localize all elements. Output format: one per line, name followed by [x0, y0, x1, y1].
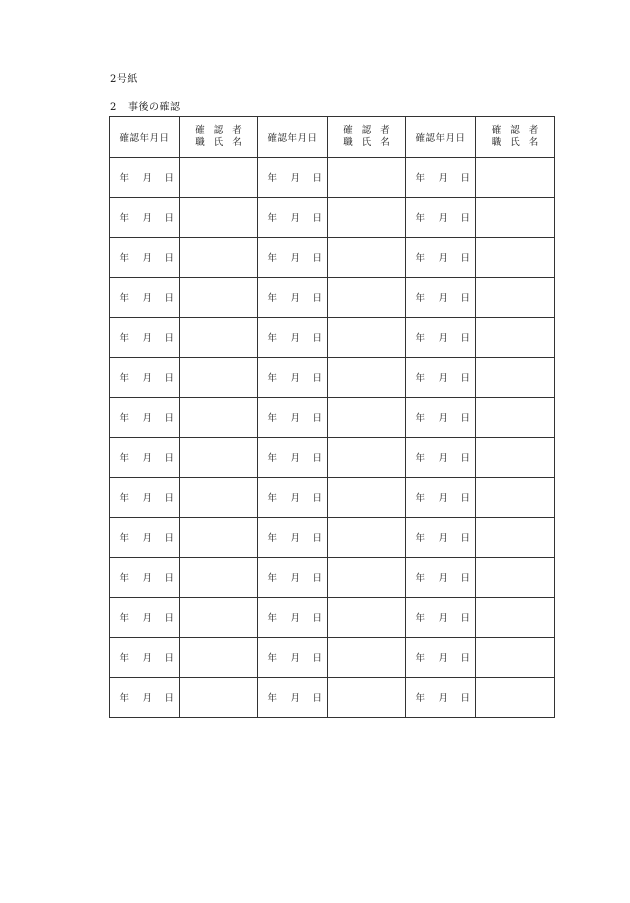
month-label: 月	[290, 493, 301, 504]
confirmer-name-cell[interactable]	[476, 638, 555, 678]
date-placeholder	[414, 490, 471, 504]
confirmer-name-cell[interactable]	[476, 358, 555, 398]
day-label: 日	[460, 573, 471, 584]
day-label: 日	[164, 293, 175, 304]
date-cell[interactable]	[110, 278, 180, 318]
table-row	[110, 158, 555, 198]
header-name-1: 確認者 職氏名	[180, 117, 258, 158]
year-label: 年	[119, 253, 130, 264]
date-cell[interactable]	[110, 638, 180, 678]
month-label: 月	[142, 453, 153, 464]
date-cell[interactable]	[110, 678, 180, 718]
day-label: 日	[460, 373, 471, 384]
confirmer-name-cell[interactable]	[180, 158, 258, 198]
confirmer-name-cell[interactable]	[476, 558, 555, 598]
month-label: 月	[142, 173, 153, 184]
date-placeholder	[266, 410, 323, 424]
date-cell[interactable]	[110, 438, 180, 478]
year-label: 年	[119, 533, 130, 544]
confirmer-name-cell[interactable]	[476, 278, 555, 318]
year-label: 年	[119, 693, 130, 704]
date-cell[interactable]	[258, 438, 328, 478]
month-label: 月	[142, 333, 153, 344]
date-cell[interactable]	[258, 158, 328, 198]
day-label: 日	[312, 413, 323, 424]
month-label: 月	[438, 653, 449, 664]
month-label: 月	[142, 253, 153, 264]
day-label: 日	[164, 453, 175, 464]
month-label: 月	[142, 373, 153, 384]
date-cell[interactable]	[110, 238, 180, 278]
year-label: 年	[415, 453, 426, 464]
date-placeholder	[414, 170, 471, 184]
date-cell[interactable]	[258, 278, 328, 318]
date-cell[interactable]	[406, 678, 476, 718]
year-label: 年	[267, 173, 278, 184]
month-label: 月	[290, 533, 301, 544]
day-label: 日	[164, 653, 175, 664]
date-placeholder	[266, 330, 323, 344]
year-label: 年	[267, 693, 278, 704]
year-label: 年	[267, 333, 278, 344]
date-placeholder	[266, 570, 323, 584]
confirmer-name-cell[interactable]	[476, 478, 555, 518]
date-cell[interactable]	[406, 318, 476, 358]
month-label: 月	[142, 693, 153, 704]
day-label: 日	[312, 613, 323, 624]
table-header-row	[110, 117, 555, 158]
month-label: 月	[290, 293, 301, 304]
date-placeholder	[118, 250, 175, 264]
year-label: 年	[415, 213, 426, 224]
confirmer-name-cell[interactable]	[476, 238, 555, 278]
date-placeholder	[266, 450, 323, 464]
month-label: 月	[142, 493, 153, 504]
year-label: 年	[415, 373, 426, 384]
date-placeholder	[266, 170, 323, 184]
confirmer-name-cell[interactable]	[328, 198, 406, 238]
month-label: 月	[290, 253, 301, 264]
table-row	[110, 278, 555, 318]
table-row	[110, 198, 555, 238]
form-number: 2号紙	[110, 74, 138, 85]
month-label: 月	[438, 453, 449, 464]
date-cell[interactable]	[110, 598, 180, 638]
date-placeholder	[266, 530, 323, 544]
month-label: 月	[438, 613, 449, 624]
confirmer-name-cell[interactable]	[328, 278, 406, 318]
day-label: 日	[312, 493, 323, 504]
day-label: 日	[164, 333, 175, 344]
table-row	[110, 678, 555, 718]
confirmer-name-cell[interactable]	[180, 318, 258, 358]
date-cell[interactable]	[406, 438, 476, 478]
confirmer-name-cell[interactable]	[180, 438, 258, 478]
month-label: 月	[142, 613, 153, 624]
year-label: 年	[415, 333, 426, 344]
date-placeholder	[266, 690, 323, 704]
confirmer-name-cell[interactable]	[476, 158, 555, 198]
year-label: 年	[119, 173, 130, 184]
confirmer-name-cell[interactable]	[328, 438, 406, 478]
year-label: 年	[415, 173, 426, 184]
day-label: 日	[164, 173, 175, 184]
year-label: 年	[119, 373, 130, 384]
date-cell[interactable]	[110, 198, 180, 238]
date-placeholder	[414, 330, 471, 344]
year-label: 年	[267, 213, 278, 224]
date-cell[interactable]	[406, 558, 476, 598]
day-label: 日	[460, 293, 471, 304]
date-placeholder	[118, 450, 175, 464]
year-label: 年	[415, 493, 426, 504]
header-date-3: 確認年月日	[406, 117, 476, 158]
confirmer-name-cell[interactable]	[328, 478, 406, 518]
confirmer-name-cell[interactable]	[476, 318, 555, 358]
date-cell[interactable]	[406, 158, 476, 198]
date-placeholder	[266, 290, 323, 304]
confirmer-name-cell[interactable]	[476, 398, 555, 438]
month-label: 月	[290, 413, 301, 424]
confirmer-name-cell[interactable]	[328, 238, 406, 278]
day-label: 日	[312, 693, 323, 704]
table-row	[110, 478, 555, 518]
date-cell[interactable]	[258, 678, 328, 718]
section-title-text: 事後の確認	[128, 102, 181, 113]
year-label: 年	[267, 653, 278, 664]
date-placeholder	[118, 290, 175, 304]
year-label: 年	[267, 573, 278, 584]
header-name-3: 確認者 職氏名	[476, 117, 555, 158]
month-label: 月	[290, 693, 301, 704]
confirmer-name-cell[interactable]	[476, 598, 555, 638]
month-label: 月	[290, 213, 301, 224]
confirmer-name-cell[interactable]	[180, 518, 258, 558]
day-label: 日	[164, 613, 175, 624]
day-label: 日	[164, 533, 175, 544]
confirmer-name-cell[interactable]	[476, 438, 555, 478]
confirmer-name-cell[interactable]	[180, 598, 258, 638]
year-label: 年	[415, 413, 426, 424]
date-placeholder	[118, 210, 175, 224]
confirmer-name-cell[interactable]	[328, 398, 406, 438]
date-placeholder	[118, 690, 175, 704]
year-label: 年	[267, 373, 278, 384]
month-label: 月	[438, 333, 449, 344]
date-cell[interactable]	[258, 238, 328, 278]
day-label: 日	[312, 253, 323, 264]
year-label: 年	[119, 653, 130, 664]
month-label: 月	[438, 413, 449, 424]
day-label: 日	[312, 173, 323, 184]
year-label: 年	[119, 293, 130, 304]
month-label: 月	[438, 173, 449, 184]
day-label: 日	[312, 293, 323, 304]
year-label: 年	[119, 413, 130, 424]
day-label: 日	[312, 653, 323, 664]
date-placeholder	[414, 450, 471, 464]
year-label: 年	[267, 293, 278, 304]
date-cell[interactable]	[110, 558, 180, 598]
confirmer-name-cell[interactable]	[180, 558, 258, 598]
day-label: 日	[164, 213, 175, 224]
day-label: 日	[460, 533, 471, 544]
month-label: 月	[290, 453, 301, 464]
date-cell[interactable]	[406, 198, 476, 238]
date-cell[interactable]	[406, 518, 476, 558]
day-label: 日	[460, 213, 471, 224]
header-date-2: 確認年月日	[258, 117, 328, 158]
date-cell[interactable]	[110, 318, 180, 358]
date-cell[interactable]	[406, 478, 476, 518]
table-row	[110, 238, 555, 278]
day-label: 日	[460, 613, 471, 624]
date-placeholder	[266, 610, 323, 624]
day-label: 日	[460, 693, 471, 704]
confirmation-table	[109, 116, 555, 718]
day-label: 日	[460, 253, 471, 264]
year-label: 年	[267, 413, 278, 424]
confirmer-name-cell[interactable]	[328, 558, 406, 598]
month-label: 月	[438, 693, 449, 704]
date-cell[interactable]	[258, 558, 328, 598]
month-label: 月	[438, 533, 449, 544]
month-label: 月	[290, 573, 301, 584]
year-label: 年	[415, 573, 426, 584]
date-placeholder	[118, 410, 175, 424]
date-cell[interactable]	[258, 518, 328, 558]
month-label: 月	[438, 213, 449, 224]
day-label: 日	[164, 413, 175, 424]
year-label: 年	[119, 213, 130, 224]
confirmer-name-cell[interactable]	[328, 318, 406, 358]
date-cell[interactable]	[258, 398, 328, 438]
month-label: 月	[290, 373, 301, 384]
date-cell[interactable]	[258, 358, 328, 398]
day-label: 日	[312, 453, 323, 464]
date-placeholder	[414, 690, 471, 704]
confirmer-name-cell[interactable]	[328, 638, 406, 678]
table-row	[110, 438, 555, 478]
date-cell[interactable]	[258, 318, 328, 358]
date-placeholder	[414, 610, 471, 624]
year-label: 年	[267, 253, 278, 264]
date-placeholder	[414, 410, 471, 424]
year-label: 年	[119, 493, 130, 504]
date-cell[interactable]	[110, 398, 180, 438]
date-placeholder	[118, 650, 175, 664]
date-placeholder	[414, 530, 471, 544]
day-label: 日	[460, 413, 471, 424]
date-placeholder	[266, 490, 323, 504]
year-label: 年	[267, 453, 278, 464]
table-row	[110, 358, 555, 398]
month-label: 月	[142, 533, 153, 544]
header-name-2: 確認者 職氏名	[328, 117, 406, 158]
year-label: 年	[415, 613, 426, 624]
table-row	[110, 598, 555, 638]
date-placeholder	[118, 370, 175, 384]
confirmer-name-cell[interactable]	[180, 398, 258, 438]
date-cell[interactable]	[258, 478, 328, 518]
date-cell[interactable]	[258, 598, 328, 638]
section-title	[110, 98, 181, 113]
date-placeholder	[414, 570, 471, 584]
day-label: 日	[164, 373, 175, 384]
confirmer-name-cell[interactable]	[180, 238, 258, 278]
year-label: 年	[119, 333, 130, 344]
date-cell[interactable]	[110, 358, 180, 398]
date-placeholder	[118, 570, 175, 584]
month-label: 月	[142, 573, 153, 584]
table-row	[110, 398, 555, 438]
date-cell[interactable]	[406, 278, 476, 318]
header-date-1: 確認年月日	[110, 117, 180, 158]
date-placeholder	[414, 250, 471, 264]
month-label: 月	[290, 333, 301, 344]
year-label: 年	[119, 613, 130, 624]
confirmer-name-cell[interactable]	[180, 678, 258, 718]
date-cell[interactable]	[406, 358, 476, 398]
confirmer-name-cell[interactable]	[180, 358, 258, 398]
year-label: 年	[415, 653, 426, 664]
date-placeholder	[414, 650, 471, 664]
table-row	[110, 638, 555, 678]
year-label: 年	[415, 253, 426, 264]
date-placeholder	[414, 290, 471, 304]
month-label: 月	[142, 213, 153, 224]
confirmer-name-cell[interactable]	[328, 598, 406, 638]
confirmer-name-cell[interactable]	[476, 518, 555, 558]
year-label: 年	[415, 533, 426, 544]
month-label: 月	[142, 293, 153, 304]
table-body	[110, 158, 555, 718]
confirmer-name-cell[interactable]	[476, 678, 555, 718]
day-label: 日	[312, 213, 323, 224]
confirmer-name-cell[interactable]	[180, 198, 258, 238]
date-placeholder	[266, 210, 323, 224]
date-placeholder	[414, 370, 471, 384]
day-label: 日	[312, 533, 323, 544]
confirmer-name-cell[interactable]	[328, 678, 406, 718]
day-label: 日	[460, 453, 471, 464]
date-placeholder	[118, 610, 175, 624]
date-cell[interactable]	[406, 598, 476, 638]
date-cell[interactable]	[258, 198, 328, 238]
month-label: 月	[142, 413, 153, 424]
day-label: 日	[460, 333, 471, 344]
confirmer-name-cell[interactable]	[328, 518, 406, 558]
day-label: 日	[460, 653, 471, 664]
year-label: 年	[415, 693, 426, 704]
year-label: 年	[267, 613, 278, 624]
day-label: 日	[164, 573, 175, 584]
confirmer-name-cell[interactable]	[180, 638, 258, 678]
day-label: 日	[312, 373, 323, 384]
month-label: 月	[142, 653, 153, 664]
table-row	[110, 558, 555, 598]
year-label: 年	[415, 293, 426, 304]
confirmer-name-cell[interactable]	[180, 478, 258, 518]
date-cell[interactable]	[406, 638, 476, 678]
day-label: 日	[460, 173, 471, 184]
date-placeholder	[118, 490, 175, 504]
date-cell[interactable]	[110, 158, 180, 198]
day-label: 日	[164, 693, 175, 704]
date-cell[interactable]	[258, 638, 328, 678]
month-label: 月	[290, 653, 301, 664]
year-label: 年	[267, 493, 278, 504]
date-cell[interactable]	[406, 238, 476, 278]
day-label: 日	[164, 253, 175, 264]
date-placeholder	[118, 170, 175, 184]
section-number: 2	[110, 102, 117, 113]
day-label: 日	[164, 493, 175, 504]
date-cell[interactable]	[110, 478, 180, 518]
month-label: 月	[438, 573, 449, 584]
date-placeholder	[266, 650, 323, 664]
confirmer-name-cell[interactable]	[328, 358, 406, 398]
day-label: 日	[312, 573, 323, 584]
month-label: 月	[438, 293, 449, 304]
table-row	[110, 318, 555, 358]
date-placeholder	[118, 330, 175, 344]
month-label: 月	[290, 613, 301, 624]
confirmer-name-cell[interactable]	[180, 278, 258, 318]
date-placeholder	[118, 530, 175, 544]
date-placeholder	[414, 210, 471, 224]
year-label: 年	[267, 533, 278, 544]
confirmer-name-cell[interactable]	[328, 158, 406, 198]
confirmer-name-cell[interactable]	[476, 198, 555, 238]
day-label: 日	[460, 493, 471, 504]
year-label: 年	[119, 453, 130, 464]
month-label: 月	[438, 253, 449, 264]
year-label: 年	[119, 573, 130, 584]
table-row	[110, 518, 555, 558]
date-placeholder	[266, 370, 323, 384]
day-label: 日	[312, 333, 323, 344]
month-label: 月	[438, 493, 449, 504]
month-label: 月	[438, 373, 449, 384]
date-cell[interactable]	[406, 398, 476, 438]
date-placeholder	[266, 250, 323, 264]
date-cell[interactable]	[110, 518, 180, 558]
month-label: 月	[290, 173, 301, 184]
